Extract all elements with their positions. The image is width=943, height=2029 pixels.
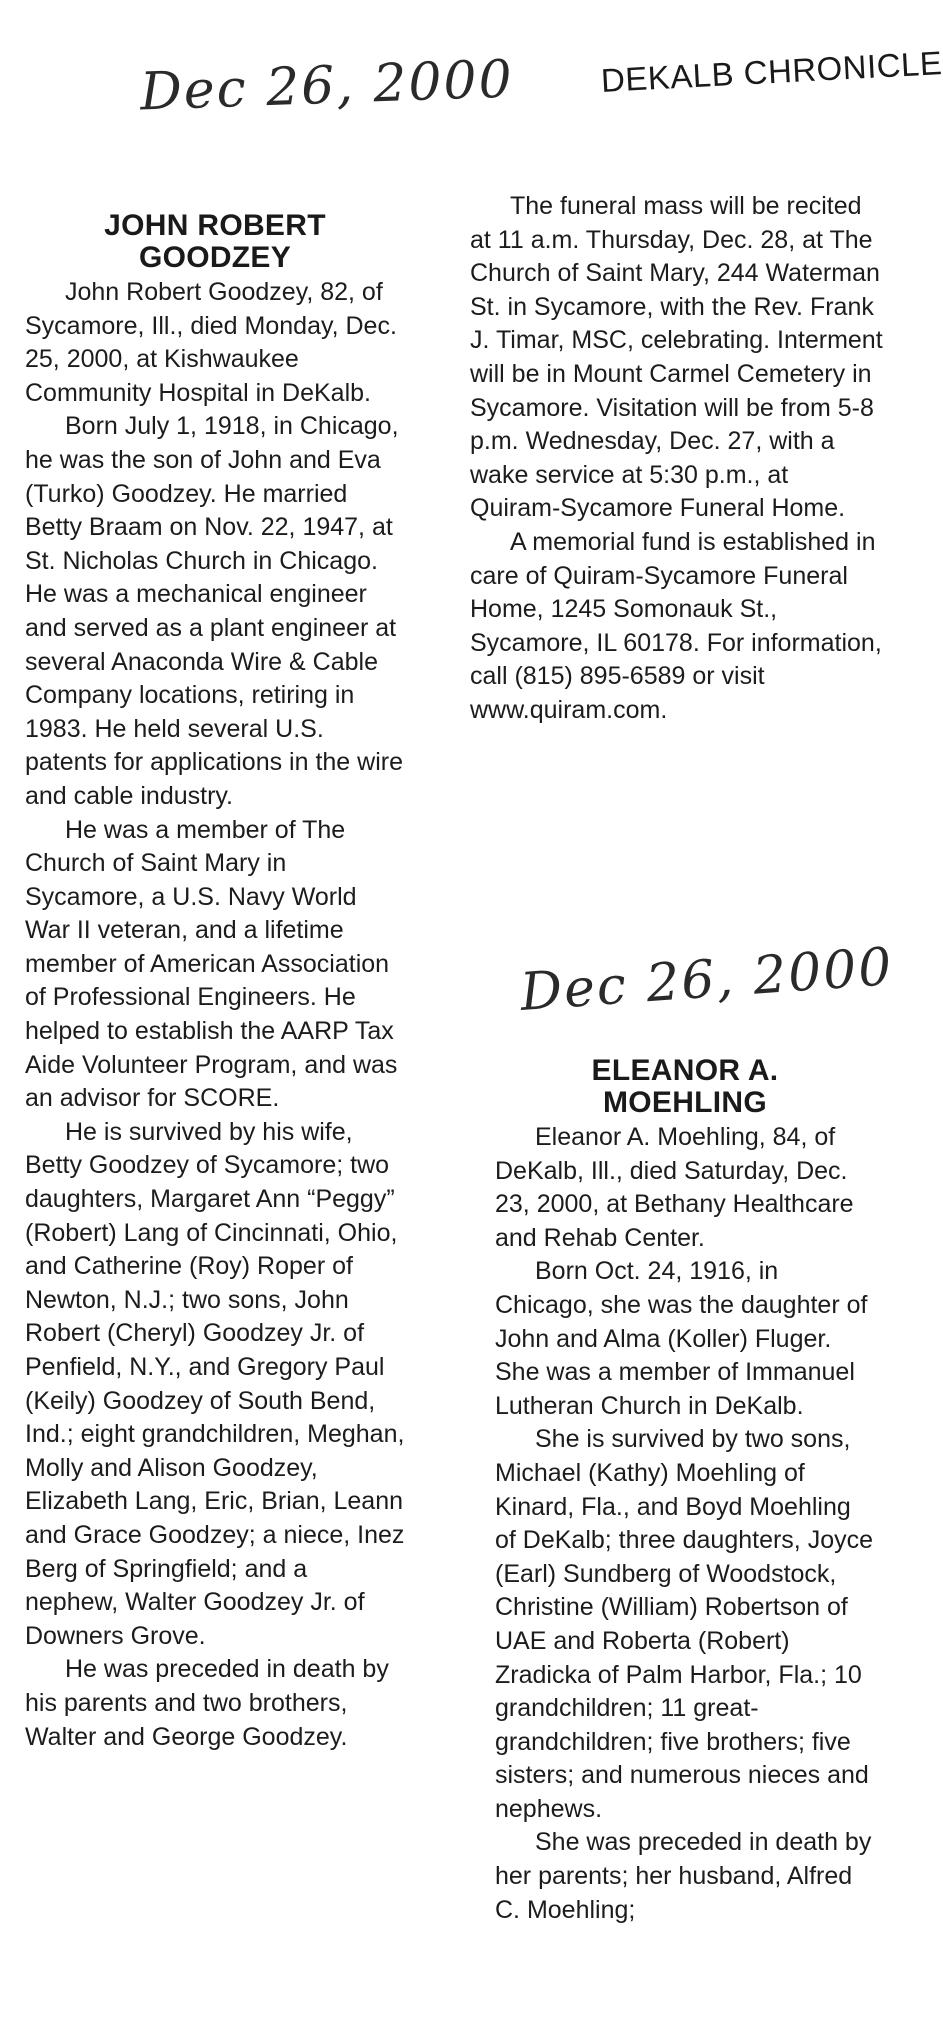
handwritten-date-right: Dec 26, 2000 bbox=[518, 937, 896, 1023]
headline-line-1: ELEANOR A. bbox=[591, 1054, 779, 1087]
obituary-goodzey-column bbox=[25, 210, 405, 1754]
obituary-paragraph: Born July 1, 1918, in Chicago, he was the son of John and Eva (Turko) Goodzey. He married Betty Braam on Nov. 22, 1947, at St. Nicholas Church in Chicago. He was a mechanical engineer and served as a plant engineer at several Anaconda Wire & Cable Company locations, retiring in 1983. He held several U.S. patents for applications in the wire and cable industry. bbox=[25, 412, 403, 810]
newspaper-masthead: DEKALB CHRONICLE bbox=[600, 44, 943, 99]
obituary-paragraph: John Robert Goodzey, 82, of Sycamore, Ill., died Monday, Dec. 25, 2000, at Kishwaukee Community Hospital in DeKalb. bbox=[25, 278, 397, 407]
headline-line-1: JOHN ROBERT bbox=[104, 209, 326, 242]
headline-line-2: MOEHLING bbox=[602, 1086, 768, 1119]
handwritten-date-top: Dec 26, 2000 bbox=[139, 49, 515, 123]
obituary-paragraph: He is survived by his wife, Betty Goodzey of Sycamore; two daughters, Margaret Ann “Peggy” (Robert) Lang of Cincinnati, Ohio, and Catherine (Roy) Roper of Newton, N.J.; two sons, John Robert (Cheryl) Goodzey Jr. of Penfield, N.Y., and Gregory Paul (Keily) Goodzey of South Bend, Ind.; eight grandchildren, Meghan, Molly and Alison Goodzey, Elizabeth Lang, Eric, Brian, Leann and Grace Goodzey; a niece, Inez Berg of Springfield; and a nephew, Walter Goodzey Jr. of Downers Grove. bbox=[25, 1117, 405, 1650]
headline-line-2: GOODZEY bbox=[138, 241, 292, 274]
obituary-goodzey-continued-column bbox=[470, 190, 885, 728]
obituary-paragraph: Born Oct. 24, 1916, in Chicago, she was the daughter of John and Alma (Koller) Fluger. She was a member of Immanuel Lutheran Church in DeKalb. bbox=[495, 1257, 868, 1420]
obituary-paragraph: He was a member of The Church of Saint Mary in Sycamore, a U.S. Navy World War II veteran, and a lifetime member of American Association of Professional Engineers. He helped to establish the AARP Tax Aide Volunteer Program, and was an advisor for SCORE. bbox=[25, 815, 398, 1113]
obituary-goodzey-headline bbox=[25, 210, 405, 274]
obituary-paragraph: She is survived by two sons, Michael (Kathy) Moehling of Kinard, Fla., and Boyd Moehling of DeKalb; three daughters, Joyce (Earl) Sundberg of Woodstock, Christine (William) Robertson of UAE and Roberta (Robert) Zradicka of Palm Harbor, Fla.; 10 grandchildren; 11 great-grandchildren; five brothers; five sisters; and numerous nieces and nephews. bbox=[495, 1425, 874, 1823]
obituary-paragraph: He was preceded in death by his parents and two brothers, Walter and George Goodzey. bbox=[25, 1655, 389, 1751]
obituary-paragraph: Eleanor A. Moehling, 84, of DeKalb, Ill., died Saturday, Dec. 23, 2000, at Bethany Healthcare and Rehab Center. bbox=[495, 1123, 854, 1252]
obituary-moehling-column bbox=[495, 1055, 875, 1927]
obituary-moehling-headline bbox=[495, 1055, 875, 1119]
obituary-paragraph: A memorial fund is established in care of Quiram-Sycamore Funeral Home, 1245 Somonauk St., Sycamore, IL 60178. For information, call (815) 895-6589 or visit www.quiram.com. bbox=[470, 527, 882, 724]
obituary-paragraph: She was preceded in death by her parents; her husband, Alfred C. Moehling; bbox=[495, 1828, 872, 1924]
obituary-paragraph: The funeral mass will be recited at 11 a.m. Thursday, Dec. 28, at The Church of Saint Mary, 244 Waterman St. in Sycamore, with the Rev. Frank J. Timar, MSC, celebrating. Interment will be in Mount Carmel Cemetery in Sycamore. Visitation will be from 5-8 p.m. Wednesday, Dec. 27, with a wake service at 5:30 p.m., at Quiram-Sycamore Funeral Home. bbox=[470, 192, 883, 523]
